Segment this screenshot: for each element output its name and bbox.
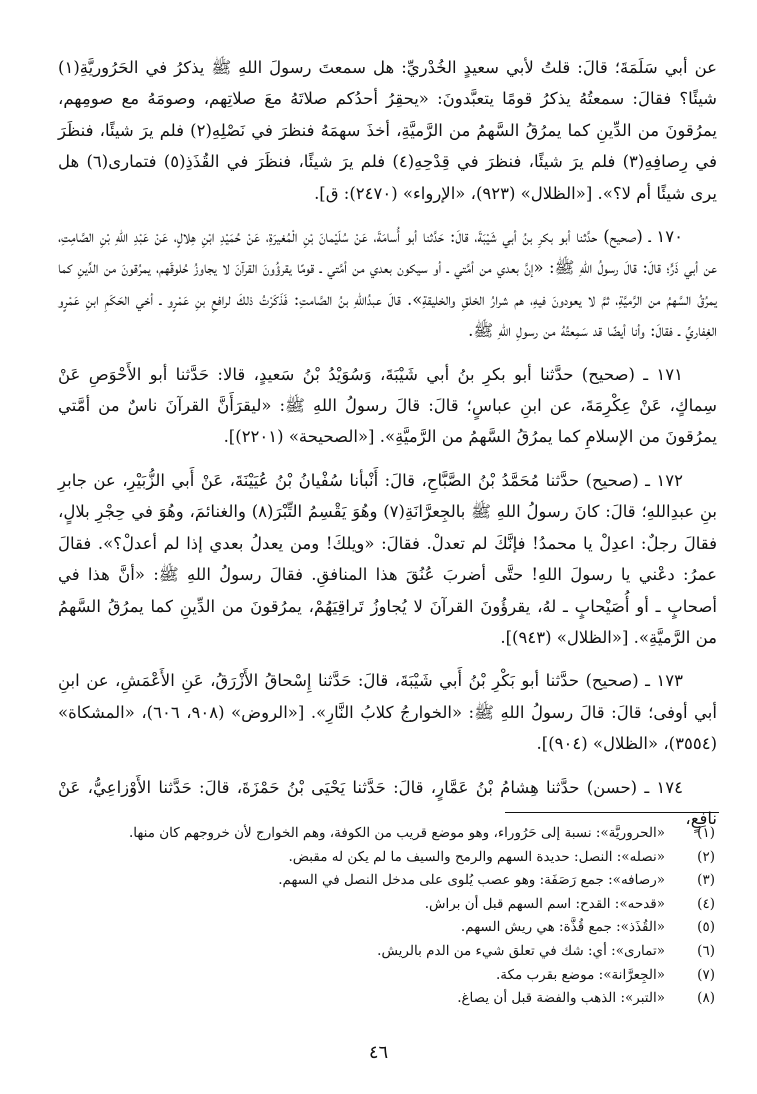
page-number: ٤٦	[368, 1042, 389, 1063]
footnote-number: (٦)	[697, 942, 715, 959]
footnote-item	[58, 822, 717, 846]
footnote-text: «الحروريَّة»: نسبة إلى حَرُوراء، وهو موضع قريب من الكوفة، وهم الخوارج لأن خروجهم كان منها.	[129, 825, 665, 841]
footnote-number: (٢)	[697, 848, 715, 865]
footnote-separator	[505, 812, 719, 813]
hadith-paragraph: ١٧١ ـ (صحيح) حدَّثنا أبو بكرِ بنُ أبي شَيْبَةَ، وَسُوَيْدُ بْنُ سَعيدٍ، قالا: حَدَّثنا أبو الأَحْوَصِ عَنْ سِماكٍ، عَنْ عِكْرِمَةَ، عن ابنِ عباسٍ؛ قالَ: قالَ رسولُ اللهِ ﷺ: «ليقرَأَنَّ القرآنَ ناسٌ من أمَّتي يمرُقونَ من الإسلامِ كما يمرُقُ السَّهمُ من الرَّميَّةِ». [«الصحيحة» (٢٢٠١)].	[58, 364, 717, 447]
footnote-number: (٥)	[697, 919, 715, 936]
footnote-text: «تمارى»: أي: شك في تعلق شيء من الدم بالريش.	[377, 942, 665, 959]
footnote-item	[58, 964, 717, 988]
footnote-number: (١)	[697, 825, 715, 841]
footnote-number: (٣)	[697, 872, 715, 889]
footnote-text: «القُذَذ»: جمع قُذَّة: هي ريش السهم.	[460, 919, 665, 936]
footnote-text: «التبر»: الذهب والفضة قبل أن يصاغ.	[457, 990, 665, 1007]
hadith-paragraph: عن أبي سَلَمَةَ؛ قالَ: قلتُ لأبي سعيدٍ الخُدْريِّ: هل سمعتَ رسولَ اللهِ ﷺ يذكرُ في الحَرُوريَّةِ(١) شيئًا؟ فقالَ: سمعتُهُ يذكرُ قومًا يتعبَّدونَ: «يحقِرُ أحدُكم صلاتَهُ معَ صلاتِهم، وصومَهُ مع صومِهم، يمرُقونَ من الدِّينِ كما يمرُقُ السَّهمُ من الرَّميَّةِ، أخذَ سهمَهُ فنظرَ في نَصْلِهِ(٢) فلم يرَ شيئًا، فنظَرَ في رِصافِهِ(٣) فلم يرَ شيئًا، فنظرَ في قِدْحِهِ(٤) فلم يرَ شيئًا، فنظَرَ في القُذَذِ(٥) فتمارى(٦) هل يرى شيئًا أم لا؟». [«الظلال» (٩٢٣)، «الإرواء» (٢٤٧٠): ق].	[58, 58, 717, 203]
footnote-item	[58, 846, 717, 870]
footnote-text: «الجِعرَّانة»: موضع بقرب مكة.	[495, 966, 665, 983]
footnote-text: «نصله»: النصل: حديدة السهم والرمح والسيف ما لم يكن له مقبض.	[288, 848, 665, 865]
main-text	[58, 52, 717, 846]
hadith-paragraph: ١٧٣ ـ (صحيح) حدَّثنا أبو بَكْرِ بْنُ أَبي شَيْبَةَ، قالَ: حَدَّثنا إِسْحاقُ الأَزْرَقُ، عَنِ الأَعْمَشِ، عن ابنِ أبي أوفى؛ قالَ: قالَ رسولُ اللهِ ﷺ: «الخوارجُ كلابُ النَّارِ». [«الروض» (٩٠٨، ٦٠٦)، «المشكاة» (٣٥٥٤)، «الظلال» (٩٠٤)].	[58, 671, 717, 754]
footnote-item	[58, 940, 717, 964]
footnote-text: «رصافه»: جمع رَصَفَة: وهو عصب يُلوى على مدخل النصل في السهم.	[278, 872, 665, 889]
footnote-number: (٧)	[697, 966, 715, 983]
hadith-paragraph: ١٧٤ ـ (حسن) حدَّثنا هِشامُ بْنُ عَمَّارٍ، قالَ: حَدَّثنا يَحْيَى بْنُ حَمْزَةَ، قالَ: حَدَّثنا الأَوْزاعِيُّ، عَنْ نافِعٍ،	[58, 777, 717, 828]
footnote-item	[58, 916, 717, 940]
footnotes	[58, 822, 717, 1011]
footnote-item	[58, 987, 717, 1011]
footnote-item	[58, 893, 717, 917]
footnote-text: «قدحه»: القدح: اسم السهم قبل أن براش.	[424, 895, 665, 912]
hadith-paragraph: ١٧٠ ـ (صحيح) حدَّثنا أبو بكرِ بنُ أبي شَيْبَةَ، قالَ: حَدَّثنا أبو أُسامَةَ، عَنْ سُلَيْمانَ بْنِ الْمُغيرَةِ، عَنْ حُمَيْدِ ابْنِ هِلالٍ، عَنْ عَبْدِ اللهِ بْنِ الصَّامِتِ، عن أبي ذَرٍّ؛ قالَ: قالَ رسولُ اللهِ ﷺ: «إنَّ بعدي من أمَّتي ـ أو سيكون بعدي من أمَّتي ـ قومًا يقرؤُونَ القرآنَ لا يجاوزُ حُلوقَهم، يمرُقونَ من الدِّينِ كما يمرُقُ السَّهمُ من الرَّميَّةِ، ثمَّ لا يعودونَ فيهِ، هم شرارُ الخلقِ والخليقةِ». قالَ عبدُاللهِ بنُ الصَّامتِ: فَذَكَرْتُ ذلكَ لرافعِ بنِ عَمْرٍو ـ أخي الحَكَمِ ابنِ عَمْرٍو الغِفاريِّ ـ فقالَ: وأنا أيضًا قد سَمِعتُهُ من رسولِ اللهِ ﷺ.	[58, 227, 717, 341]
footnote-number: (٤)	[697, 895, 715, 912]
footnote-item	[58, 869, 717, 893]
footnote-number: (٨)	[697, 990, 715, 1007]
hadith-paragraph: ١٧٢ ـ (صحيح) حدَّثنا مُحَمَّدُ بْنُ الصَّبَّاحِ، قالَ: أَنْبأنا سُفْيانُ بْنُ عُيَيْنَةَ، عَنْ أَبي الزُّبَيْرِ، عن جابرِ بنِ عبدِاللهِ؛ قالَ: كانَ رسولُ اللهِ ﷺ بالجِعرَّانَةِ(٧) وهُوَ يَقْسِمُ التِّبْرَ(٨) والغنائمَ، وهُوَ في حِجْرِ بلالٍ، فقالَ رجلٌ: اعدِلْ يا محمدُ! فإنَّكَ لم تعدلْ. فقالَ: «ويلكَ! ومن يعدلُ بعدي إذا لم أعدلْ؟». فقالَ عمرُ: دعْني يا رسولَ اللهِ! حتَّى أضربَ عُنُقَ هذا المنافقِ. فقالَ رسولُ اللهِ ﷺ: «أنَّ هذا في أصحابٍ ـ أو أُصَيْحابٍ ـ لهُ، يقرؤُونَ القرآنَ لا يُجاوزُ تَراقِيَهُمْ، يمرُقونَ من الدِّينِ كما يمرُقُ السَّهمُ من الرَّميَّةِ». [«الظلال» (٩٤٣)].	[58, 470, 717, 647]
